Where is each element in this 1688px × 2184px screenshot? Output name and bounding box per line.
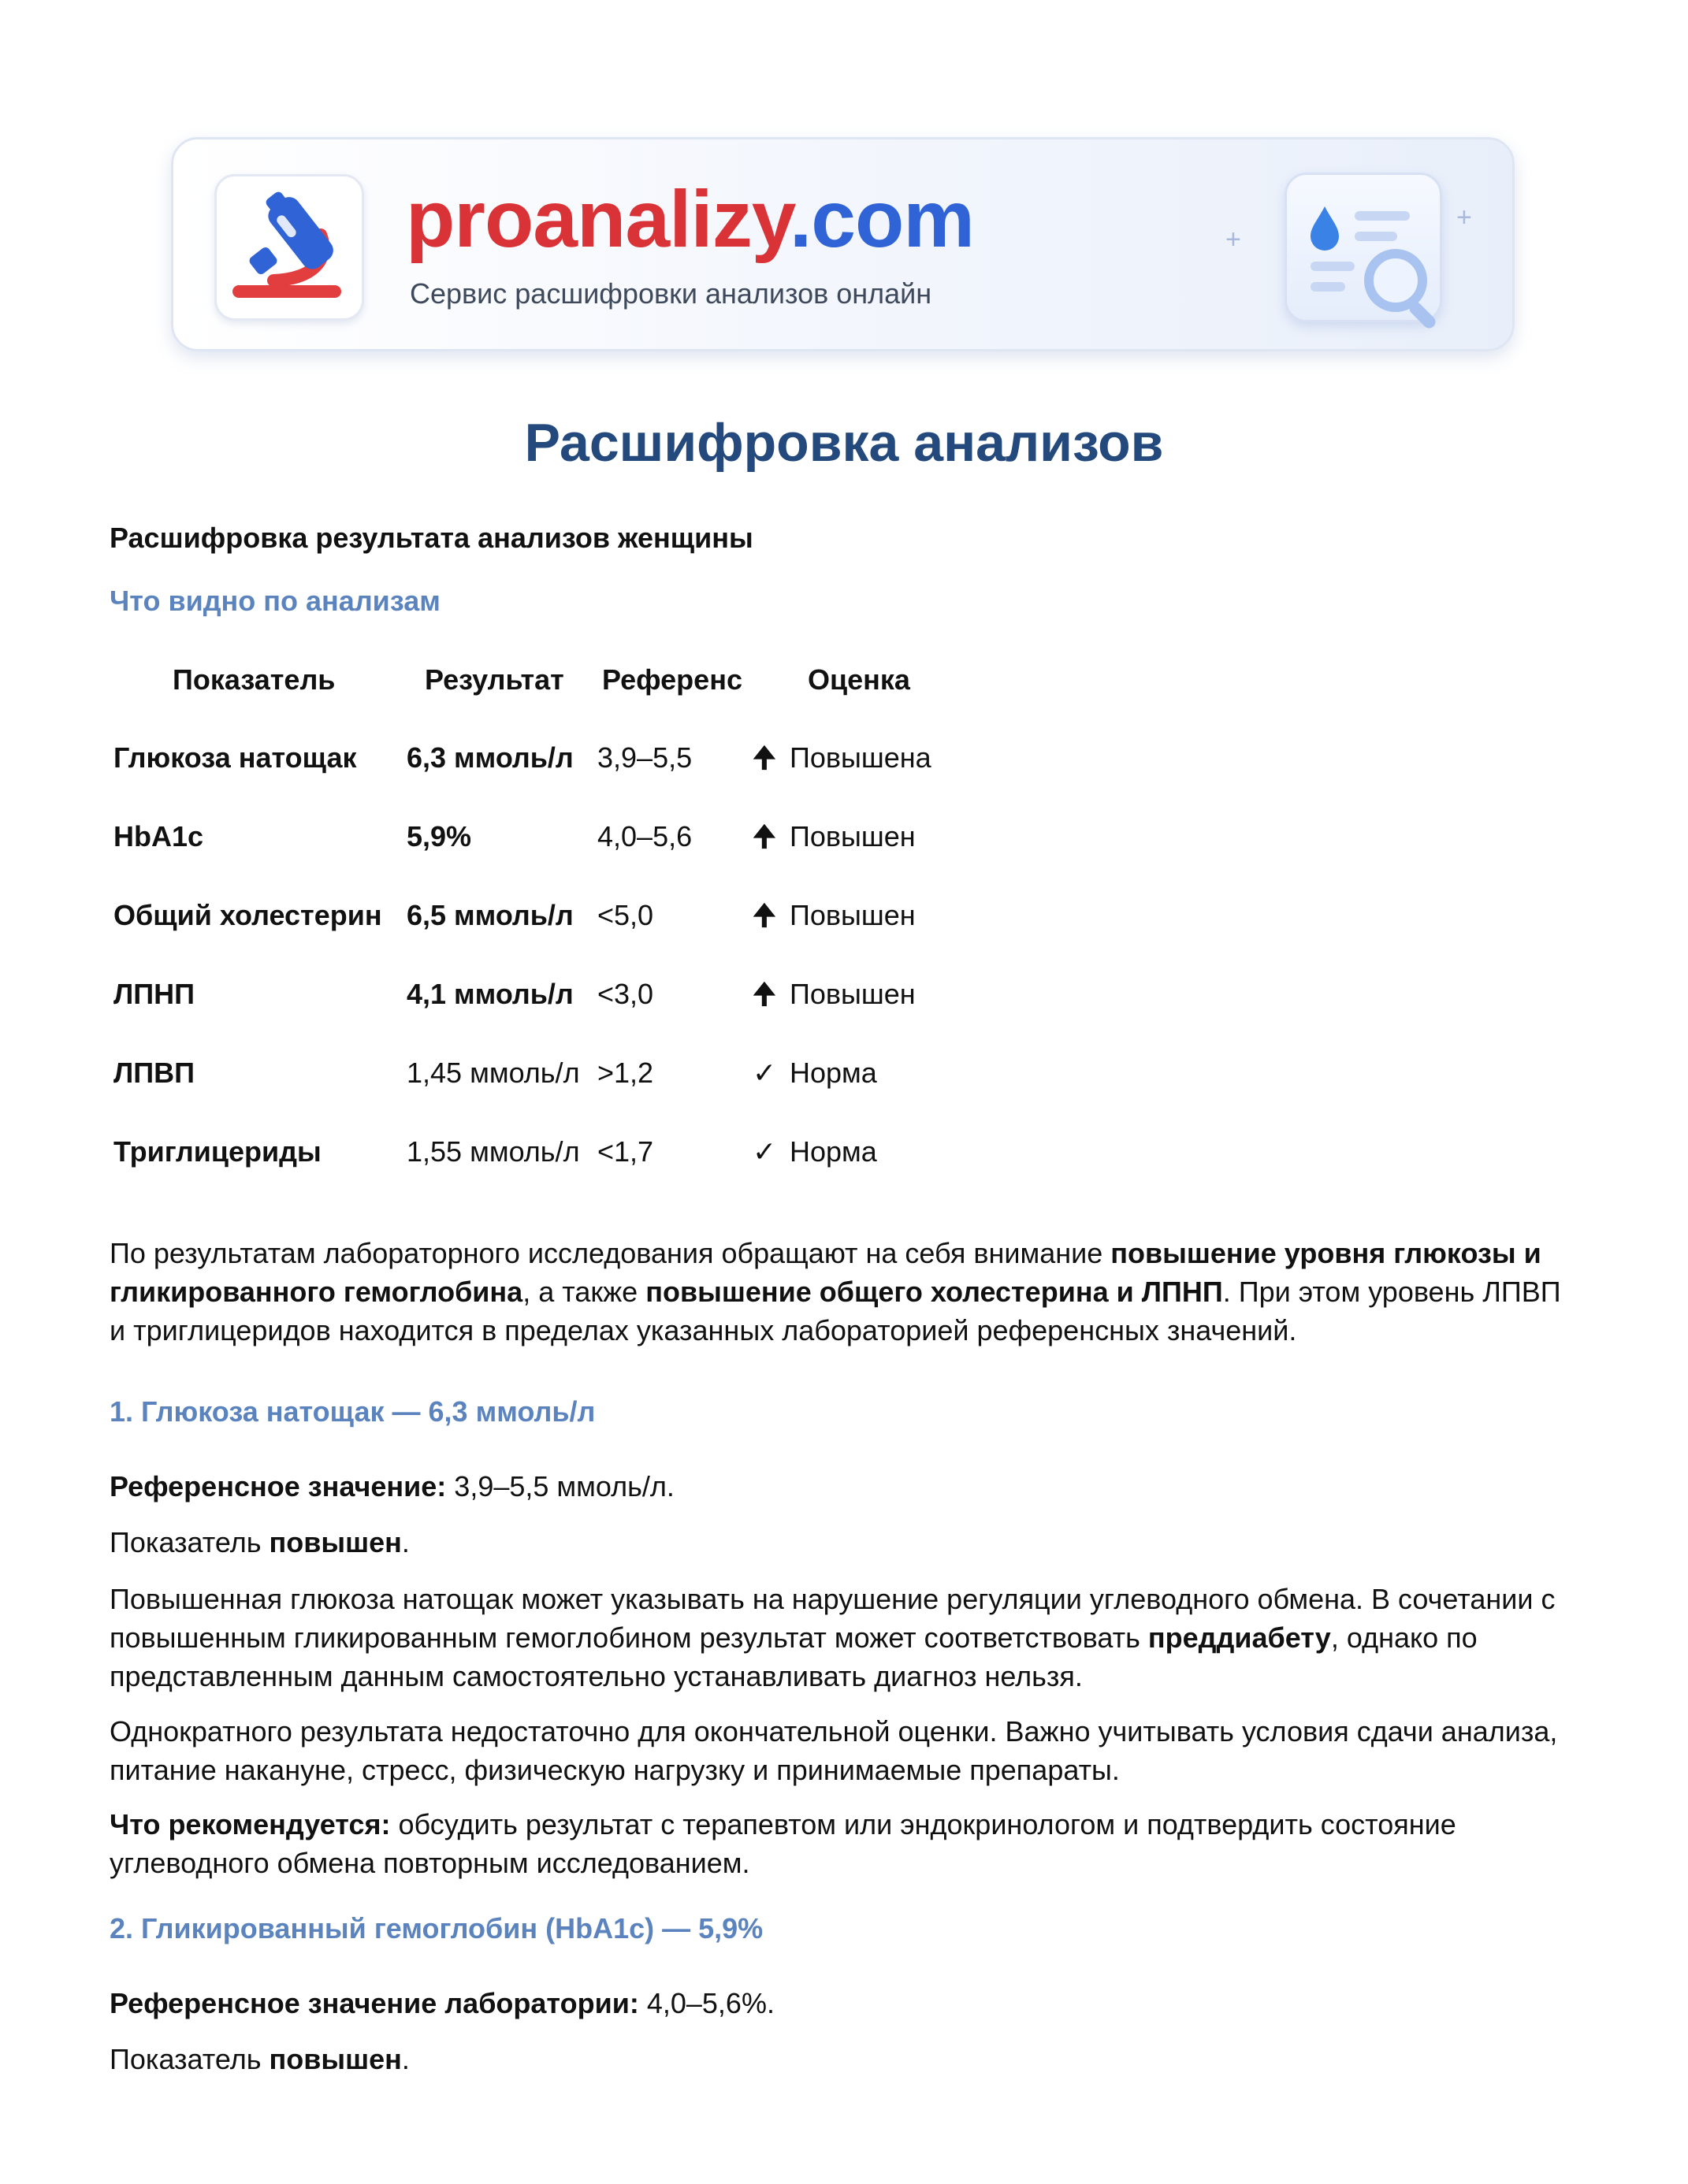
row-indicator-name: Общий холестерин [113, 899, 382, 931]
arrow-up-icon: 🠉 [753, 820, 776, 852]
row-reference: <1,7 [597, 1135, 654, 1168]
recommendation-line [110, 1805, 1583, 1882]
arrow-up-icon: 🠉 [753, 899, 776, 931]
plus-icon: + [1225, 225, 1241, 254]
table-row [0, 820, 1103, 862]
section-heading-hba1c: 2. Гликированный гемоглобин (HbA1c) — 5,9% [110, 1912, 764, 1944]
table-row [0, 980, 1103, 1020]
status-text: Показатель [110, 1526, 270, 1558]
status-text: . [401, 2043, 410, 2075]
section-heading-glucose: 1. Глюкоза натощак — 6,3 ммоль/л [110, 1395, 596, 1428]
arrow-up-icon: 🠉 [753, 978, 776, 1010]
table-header-result: Результат [425, 663, 564, 696]
reference-line [110, 1984, 1583, 2022]
table-row [0, 1059, 1103, 1098]
row-result: 5,9% [407, 820, 472, 852]
row-reference: <5,0 [597, 899, 654, 931]
reference-value: 4,0–5,6%. [638, 1987, 775, 2019]
recommendation-text: обсудить результат с терапевтом или эндокринологом и подтвердить состояние углеводного обмена повторным исследованием. [110, 1808, 1456, 1879]
status-value: повышен [269, 1526, 402, 1558]
arrow-up-icon: 🠉 [753, 741, 776, 774]
row-indicator-name: ЛПВП [113, 1057, 195, 1089]
plus-icon: + [1456, 202, 1472, 232]
summary-text: По результатам лабораторного исследования обращают на себя внимание [110, 1237, 1111, 1269]
row-result: 1,55 ммоль/л [407, 1135, 580, 1168]
status-text: . [401, 1526, 410, 1558]
check-icon: ✓ [753, 1057, 777, 1089]
document-card [1285, 173, 1442, 322]
explanation-text: Повышенная глюкоза натощак может указывать на нарушение регуляции углеводного обмена. В сочетании с повышенным гликированным гемоглобином результат может соответствовать [110, 1583, 1556, 1654]
row-indicator-name: Глюкоза натощак [113, 741, 357, 774]
table-row [0, 901, 1103, 941]
reference-label: Референсное значение: [110, 1470, 447, 1502]
row-result: 6,5 ммоль/л [407, 899, 574, 931]
table-header-evaluation: Оценка [808, 663, 910, 696]
summary-highlight: повышение уровня глюкозы и гликированного гемоглобина [110, 1237, 1541, 1308]
row-indicator-name: ЛПНП [113, 978, 195, 1010]
row-evaluation: Повышен [790, 820, 916, 852]
row-evaluation: Норма [790, 1135, 877, 1168]
row-indicator-name: Триглицериды [113, 1135, 322, 1168]
page-title: Расшифровка анализов [524, 413, 1164, 473]
status-line [110, 1523, 1583, 1562]
brand-name [406, 174, 974, 264]
row-evaluation: Повышен [790, 978, 916, 1010]
glucose-note: Однократного результата недостаточно для окончательной оценки. Важно учитывать условия сдачи анализа, питание накануне, стресс, физическую нагрузку и принимаемые препараты. [110, 1715, 1558, 1786]
row-evaluation: Повышена [790, 741, 931, 774]
row-reference: 3,9–5,5 [597, 741, 693, 774]
table-row [0, 1135, 1103, 1177]
row-reference: 4,0–5,6 [597, 820, 693, 852]
row-result: 1,45 ммоль/л [407, 1057, 580, 1089]
brand-banner [171, 137, 1515, 351]
report-subtitle: Расшифровка результата анализов женщины [110, 522, 753, 554]
section-heading-overview: Что видно по анализам [110, 585, 441, 617]
row-evaluation: Норма [790, 1057, 877, 1089]
row-reference: <3,0 [597, 978, 654, 1010]
row-result: 6,3 ммоль/л [407, 741, 574, 774]
table-row [0, 741, 1103, 783]
check-icon: ✓ [753, 1135, 777, 1168]
status-line [110, 2040, 1583, 2078]
reference-value: 3,9–5,5 ммоль/л. [446, 1470, 675, 1502]
row-reference: >1,2 [597, 1057, 654, 1089]
logo-tile [214, 174, 364, 321]
recommendation-label: Что рекомендуется: [110, 1808, 391, 1840]
reference-label: Референсное значение лаборатории: [110, 1987, 639, 2019]
summary-paragraph [110, 1234, 1583, 1350]
row-evaluation: Повышен [790, 899, 916, 931]
row-indicator-name: HbA1c [113, 820, 204, 852]
brand-name-domain: .com [789, 174, 974, 264]
explanation-text: , однако по представленным данным самостоятельно устанавливать диагноз нельзя. [110, 1621, 1478, 1692]
table-header-reference: Референс [602, 663, 742, 696]
status-value: повышен [269, 2043, 402, 2075]
reference-line [110, 1467, 1583, 1506]
explanation-highlight: преддиабету [1147, 1621, 1331, 1654]
row-result: 4,1 ммоль/л [407, 978, 574, 1010]
summary-text: , а также [522, 1276, 646, 1308]
status-text: Показатель [110, 2043, 270, 2075]
glucose-explanation [110, 1580, 1583, 1696]
summary-text: . При этом уровень ЛПВП и триглицеридов находится в пределах указанных лабораторией референсных значений. [110, 1276, 1561, 1346]
brand-name-main: proanalizy [406, 174, 790, 264]
microscope-icon [228, 186, 354, 312]
document-search-icon [1287, 175, 1460, 340]
brand-tagline: Сервис расшифровки анализов онлайн [410, 277, 932, 310]
summary-highlight: повышение общего холестерина и ЛПНП [645, 1276, 1223, 1308]
table-header-indicator: Показатель [173, 663, 336, 696]
